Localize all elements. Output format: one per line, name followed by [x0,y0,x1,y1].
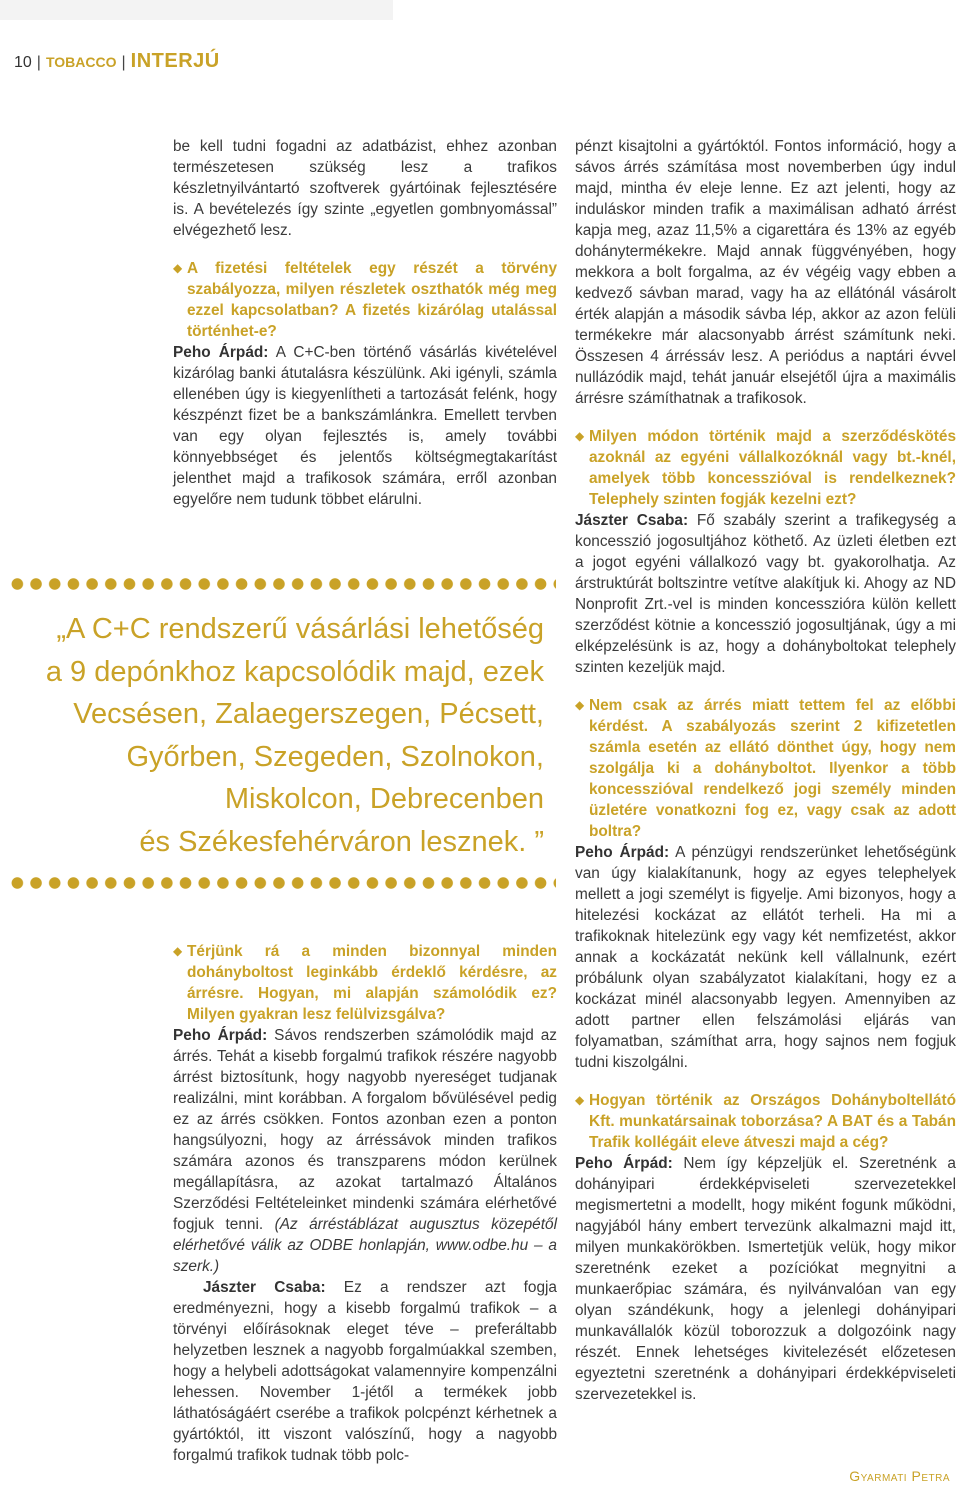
pull-quote-line: Miskolcon, Debrecenben [224,783,544,815]
diamond-bullet-icon: ◆ [575,698,585,712]
speaker-name: Peho Árpád: [575,1155,673,1172]
question-text: Milyen módon történik majd a szerződéskötés azoknál az egyéni vállalkozóknál vagy bt.-knél, amelyek több koncesszióval is rendelkeznek? Telephely szinten fogják kezelni ezt? [589,428,956,508]
question-text: A fizetési feltételek egy részét a törvény szabályozza, milyen részletek oszthatók még meg ezzel kapcsolatban? A fizetés kizárólag utalással történhet-e? [187,260,557,340]
header-separator: | [36,54,41,71]
pull-quote-line: „A C+C rendszerű vásárlási lehetőség [56,613,544,645]
paragraph: pénzt kisajtolni a gyártóktól. Fontos információ, hogy a sávos árrés számítása most novemberben úgy indul majd, mintha év eleje lenne. Ez azt jelenti, hogy az induláskor minden trafik a maximálisan adható árrést kapja meg, azaz 11,5% a cigarettára és 13% az egyéb dohánytermékekre. Majd annak függvényében, hogy mekkora a bolt forgalma, az év végéig vagy ebben a kedvező sávban marad, vagy ha az ellátónál vásárolt érték alapján a második sávba lép, akkor az azon felüli termékekre már alacsonyabb árrést számítunk neki. Összesen 4 árréssáv lesz. A periódus a naptári évvel nullázódik majd, tehát január elsejétől újra a maximális árrésre számíthatnak a trafikosok. [575,138,956,407]
page-header [14,50,220,73]
answer-text: Sávos rendszerben számolódik majd az árrés. Tehát a kisebb forgalmú trafikok részére nagyobb árrést biztosítunk, hogy nagyobb nyereséget tudjanak realizálni, mint korábban. A forgalom bővülésével pedig ez az árrés csökken. Fontos azonban ezen a ponton hangsúlyozni, hogy az árréssávok minden trafikos számára azonos és transzparens módon kerülnek megállapításra, az azokat tartalmazó Általános Szerződési Feltételeinket mindenki számára elérhetővé fogjuk tenni. [173,1027,558,1233]
question [575,695,956,842]
answer [173,1025,557,1277]
question [173,941,557,1025]
diamond-bullet-icon: ◆ [575,429,585,443]
editor-note: (Az árréstáblázat augusztus közepétől elérhetővé válik az ODBE honlapján, www.odbe.hu – a szerk.) [173,1216,557,1275]
question-text: Nem csak az árrés miatt tettem fel az előbbi kérdést. A szabályozás szerint 2 kifizetetlen számla esetén az ellátó dönthet úgy, hogy nem szolgálja ki a dohányboltot. Ilyenkor a több koncesszióval rendelkező jogi személy minden üzletére vonatkozni fog ez, vagy csak az adott boltra? [589,697,956,840]
speaker-name: Jászter Csaba: [203,1279,326,1296]
diamond-bullet-icon: ◆ [173,261,183,275]
speaker-name: Jászter Csaba: [575,512,689,529]
author-signature: Gyarmati Petra [849,1468,950,1484]
answer [575,510,956,678]
pull-quote-line: Győrben, Szegeden, Szolnokon, [126,740,544,773]
column-1-lower [173,941,557,1466]
answer [173,342,557,510]
question-text: Térjünk rá a minden bizonnyal minden dohányboltost leginkább érdeklő kérdésre, az árrésre. Hogyan, mi alapján számolódik ez? Milyen gyakran lesz felülvizsgálva? [187,943,557,1023]
answer [173,1277,557,1466]
answer-text: Fő szabály szerint a trafikegység a koncesszió jogosultjához köthető. Az üzleti életben ezt a jogot egyéni vállalkozó vagy bt. gyakorolhatja. Az árstruktúrát boltszintre vetítve alakítjuk ki. Ahogy az ND Nonprofit Zrt.-vel is minden koncesszióra külön kellett szerződést kötnie a koncesszió jogosultjának, úgy a mi elképzelésünk is az, hogy a dohányboltokat telephely szinten kezeljük majd. [575,512,956,676]
question [575,1090,956,1153]
answer [575,1153,956,1405]
speaker-name: Peho Árpád: [173,1027,268,1044]
pull-quote-line: a 9 depónkhoz kapcsolódik majd, ezek [45,655,544,688]
answer-text: Ez a rendszer azt fogja eredményezni, hogy a kisebb forgalmú trafikok – a törvényi előírásoknak eleget téve – preferáltabb helyzetben lesznek a nagyobb forgalmúakkal szemben, hogy a helybeli adottságokat valamennyire kompenzálni lehessen. November 1-jétől a termékek jobb láthatóságáért cserébe a trafikok polcpénzt kérhetnek a gyártóktól, itt viszont valószínű, hogy a nagyobb forgalmú trafikok tudnak több polc- [173,1279,557,1464]
answer-text: A C+C-ben történő vásárlás kivételével kizárólag banki átutalásra készülünk. Aki igényli, számla ellenében úgy is kiegyenlítheti a tartozását felénk, hogy készpénzt fizet be a bankszámlánkra. Emellett tervben van egy olyan fejlesztés is, amely további könnyebbséget és jelentős költségmegtakarítást jelenthet majd a trafikosok számára, erről azonban egyelőre nem tudunk többet elárulni. [173,344,557,508]
speaker-name: Peho Árpád: [173,344,269,361]
page-title: INTERJÚ [130,50,220,72]
pull-quote-line: és Székesfehérváron lesznek. ” [139,825,544,858]
dotted-rule-top [8,577,556,591]
question [575,426,956,510]
page-number: 10 [14,54,32,71]
pull-quote-line: Vecsésen, Zalaegerszegen, Pécsett, [73,698,544,730]
diamond-bullet-icon: ◆ [173,944,183,958]
diamond-bullet-icon: ◆ [575,1093,585,1107]
question [173,258,557,342]
speaker-name: Peho Árpád: [575,844,670,861]
answer-text: A pénzügyi rendszerünket lehetőségünk van úgy kialakítanunk, hogy az egyes telephelyek mellett a jogi személyt is figyelje. Ami bizonyos, hogy a hitelezési kockázat az ellátót terheli. Ha mi a trafikoknak hitelezünk egy vagy két nemfizetést, akkor annak a kockázatát nekünk kell vállalnunk, ezért próbálunk olyan szabályzatot kialakítani, hogy ez a kockázat minél alacsonyabb legyen. Amennyiben az adott partner ellen felszámolási eljárás van folyamatban, számíthat arra, hogy sajnos nem fogjuk tudni kiszolgálni. [575,844,956,1071]
pull-quote [20,608,544,863]
column-2 [575,136,956,1405]
dotted-rule-bottom [8,876,556,890]
header-separator-2: | [121,54,126,71]
question-text: Hogyan történik az Országos Dohányboltellátó Kft. munkatársainak toborzása? A BAT és a Tabán Trafik kollégáit eleve átveszi majd a cég? [589,1092,956,1151]
answer [575,842,956,1073]
top-gray-bar [0,0,393,20]
section-name: TOBACCO [45,54,117,70]
answer-text: Nem így képzeljük el. Szeretnénk a dohányipari érdekképviseleti szervezetekkel megismertetni a modellt, hogy miként fogunk működni, nagyjából hány embert tervezünk alkalmazni majd itt, milyen munkakörökben. Ismertetjük velük, hogy mikor szeretnénk ezeket a pozíciókat megnyitni a munkaerőpiac számára, és nyilvánvalóan van egy olyan szándékunk, hogy a jelenlegi dohányipari munkavállalók közül toborozzuk a dolgozóink nagy részét. Ennek lehetséges kivitelezését előzetesen egyeztetni szeretnénk a dohányipari érdekképviseleti szervezetekkel is. [575,1155,956,1403]
paragraph: be kell tudni fogadni az adatbázist, ehhez azonban természetesen szükség lesz a trafikos készletnyilvántartó szoftverek gyártóinak fejlesztésére is. A bevételezés így szinte „egyetlen gombnyomással” elvégezhető lesz. [173,138,557,239]
column-1-upper [173,136,557,510]
